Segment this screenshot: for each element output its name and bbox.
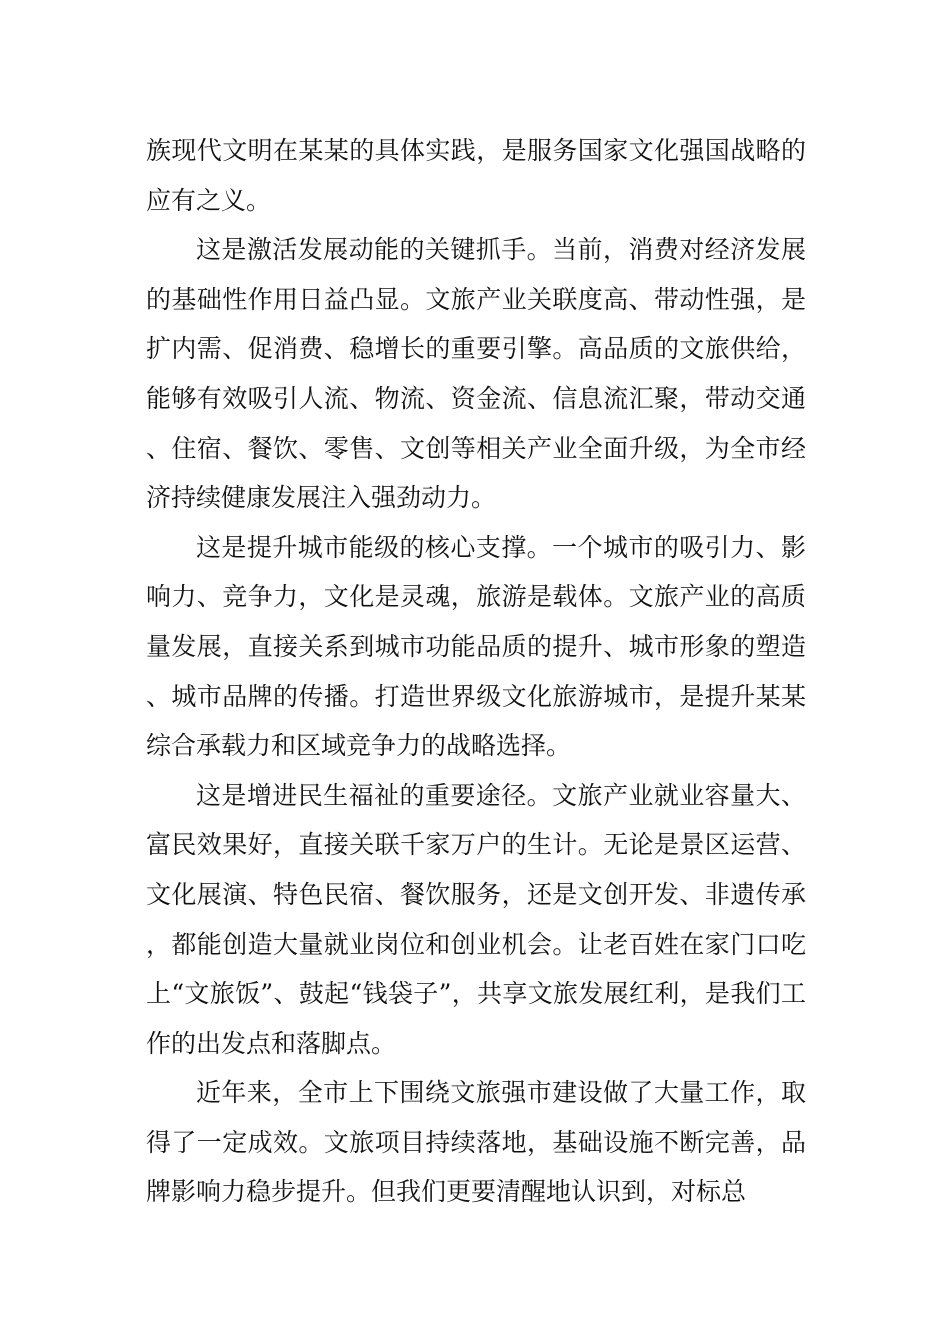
paragraph-3: 这是提升城市能级的核心支撑。一个城市的吸引力、影响力、竞争力，文化是灵魂，旅游是载体。文旅产业的高质量发展，直接关系到城市功能品质的提升、城市形象的塑造、城市品牌的传播。打造世界级文化旅游城市，是提升某某综合承载力和区域竞争力的战略选择。 xyxy=(146,532,806,761)
paragraph-5: 近年来，全市上下围绕文旅强市建设做了大量工作，取得了一定成效。文旅项目持续落地，基础设施不断完善，品牌影响力稳步提升。但我们更要清醒地认识到，对标总 xyxy=(146,1078,806,1207)
paragraph-1: 族现代文明在某某的具体实践，是服务国家文化强国战略的应有之义。 xyxy=(146,136,806,215)
paragraph-2: 这是激活发展动能的关键抓手。当前，消费对经济发展的基础性作用日益凸显。文旅产业关联度高、带动性强，是扩内需、促消费、稳增长的重要引擎。高品质的文旅供给，能够有效吸引人流、物流、资金流、信息流汇聚，带动交通、住宿、餐饮、零售、文创等相关产业全面升级，为全市经济持续健康发展注入强劲动力。 xyxy=(146,235,806,513)
paragraph-4: 这是增进民生福祉的重要途径。文旅产业就业容量大、富民效果好，直接关联千家万户的生计。无论是景区运营、文化展演、特色民宿、餐饮服务，还是文创开发、非遗传承，都能创造大量就业岗位和创业机会。让老百姓在家门口吃上“文旅饭”、鼓起“钱袋子”，共享文旅发展红利，是我们工作的出发点和落脚点。 xyxy=(146,780,806,1058)
document-body xyxy=(146,126,806,1217)
